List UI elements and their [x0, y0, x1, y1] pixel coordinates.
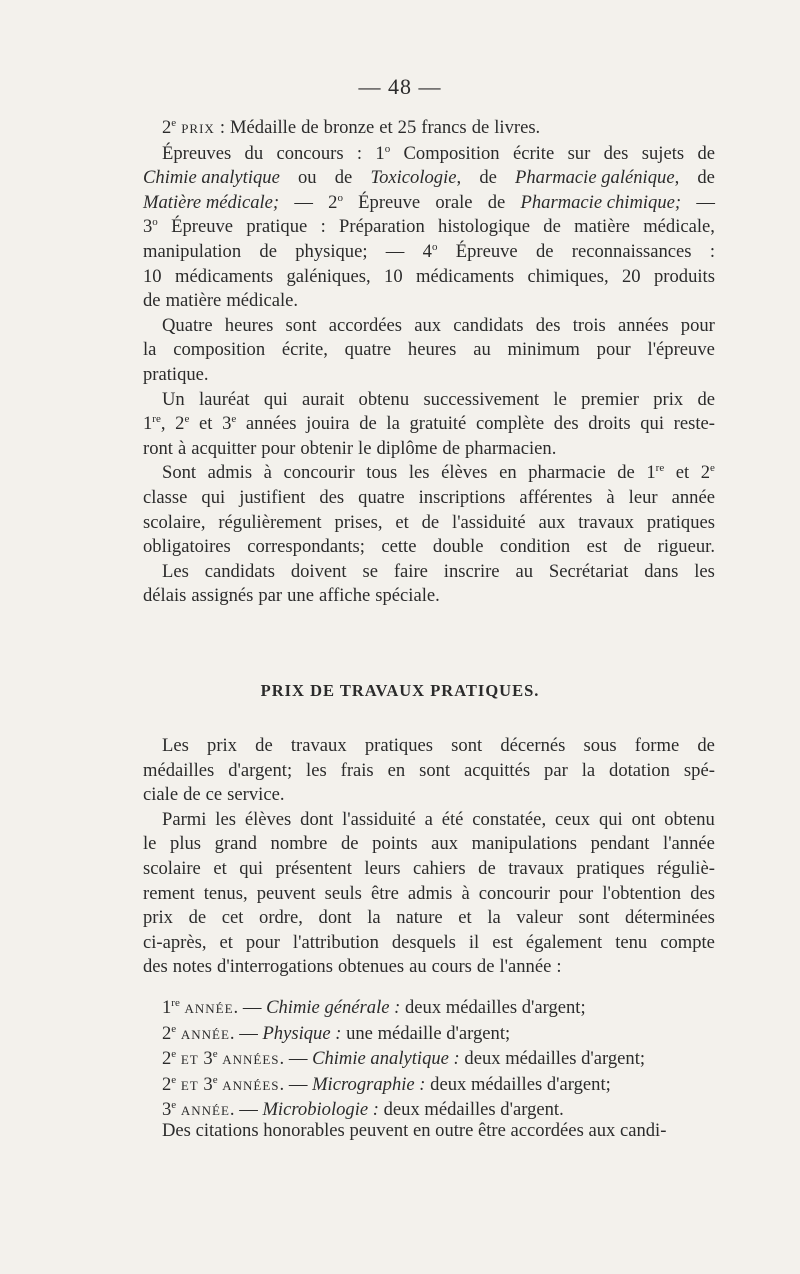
closing-block	[143, 1119, 715, 1144]
paragraph-line: manipulation de physique; — 4$^o$ Épreuve de reconnaissances :	[143, 240, 715, 262]
paragraph-line: des notes d'interrogations obtenues au cours de l'année :	[143, 956, 562, 978]
paragraph-line: Sont admis à concourir tous les élèves en pharmacie de 1re et 2e	[162, 462, 715, 484]
paragraph-line: 10 médicaments galéniques, 10 médicaments chimiques, 20 produits	[143, 265, 715, 287]
section-heading: PRIX DE TRAVAUX PRATIQUES.	[260, 681, 540, 700]
award-item: 2e ET 3e ANNÉES. — Chimie analytique : deux médailles d'argent;	[162, 1048, 646, 1070]
paragraph-line: Parmi les élèves dont l'assiduité a été constatée, ceux qui ont obtenu	[162, 808, 715, 830]
paragraph-line: Les prix de travaux pratiques sont décernés sous forme de	[162, 735, 715, 756]
paragraph-line: de matière médicale.	[143, 290, 299, 312]
paragraph-line: Matière médicale; — 2$^o$ Épreuve orale de Pharmacie chimique; —	[143, 191, 715, 213]
paragraph-line: Quatre heures sont accordées aux candidats des trois années pour	[162, 314, 715, 336]
paragraph-line: scolaire, régulièrement prises, et de l'assiduité aux travaux pratiques	[143, 511, 715, 533]
paragraph-line: Les candidats doivent se faire inscrire au Secrétariat dans les	[162, 560, 715, 582]
paragraph-line: 2e PRIX : Médaille de bronze et 25 francs de livres.	[162, 116, 541, 138]
paragraph-line: Épreuves du concours : 1$^o$ Composition écrite sur des sujets de	[162, 142, 715, 164]
paragraph-line: médailles d'argent; les frais en sont acquittés par la dotation spé-	[143, 759, 715, 781]
paragraph-line: classe qui justifient des quatre inscriptions afférentes à leur année	[143, 486, 715, 508]
paragraph-line: pratique.	[143, 363, 209, 385]
paragraph-line: prix de cet ordre, dont la nature et la valeur sont déterminées	[143, 907, 715, 929]
paragraph-line: ci-après, et pour l'attribution desquels il est également tenu compte	[143, 931, 715, 953]
page-number: — 48 —	[358, 74, 442, 99]
paragraph-line: ciale de ce service.	[143, 784, 285, 806]
paragraph-line: ront à acquitter pour obtenir le diplôme de pharmacien.	[143, 437, 557, 459]
paragraph-line: rement tenus, peuvent seuls être admis à concourir pour l'obtention des	[143, 882, 715, 904]
paragraphs-block-2	[143, 734, 715, 980]
paragraph-line: la composition écrite, quatre heures au minimum pour l'épreuve	[143, 339, 715, 361]
award-item: 1re ANNÉE. — Chimie générale : deux médailles d'argent;	[162, 996, 586, 1018]
paragraph-line: 3$^o$ Épreuve pratique : Préparation histologique de matière médicale,	[143, 216, 715, 238]
award-item: 2e ANNÉE. — Physique : une médaille d'argent;	[162, 1022, 511, 1044]
paragraphs-block-1	[143, 116, 715, 609]
award-item: 2e ET 3e ANNÉES. — Micrographie : deux médailles d'argent;	[162, 1073, 611, 1095]
paragraph-line: Chimie analytique ou de Toxicologie, de Pharmacie galénique, de	[143, 167, 715, 189]
award-item: 3e ANNÉE. — Microbiologie : deux médailles d'argent.	[162, 1099, 564, 1121]
paragraph-line: 1re, 2e et 3e années jouira de la gratuité complète des droits qui reste-	[143, 412, 715, 435]
paragraph-line: délais assignés par une affiche spéciale.	[143, 585, 440, 607]
paragraph-line: le plus grand nombre de points aux manipulations pendant l'année	[143, 833, 715, 855]
awards-list	[143, 996, 723, 1124]
paragraph-line: scolaire et qui présentent leurs cahiers de travaux pratiques réguliè-	[143, 857, 715, 879]
paragraph-line: obligatoires correspondants; cette double condition est de rigueur.	[143, 536, 715, 558]
closing-line: Des citations honorables peuvent en outre être accordées aux candi-	[162, 1120, 667, 1141]
paragraph-line: Un lauréat qui aurait obtenu successivement le premier prix de	[162, 388, 715, 410]
